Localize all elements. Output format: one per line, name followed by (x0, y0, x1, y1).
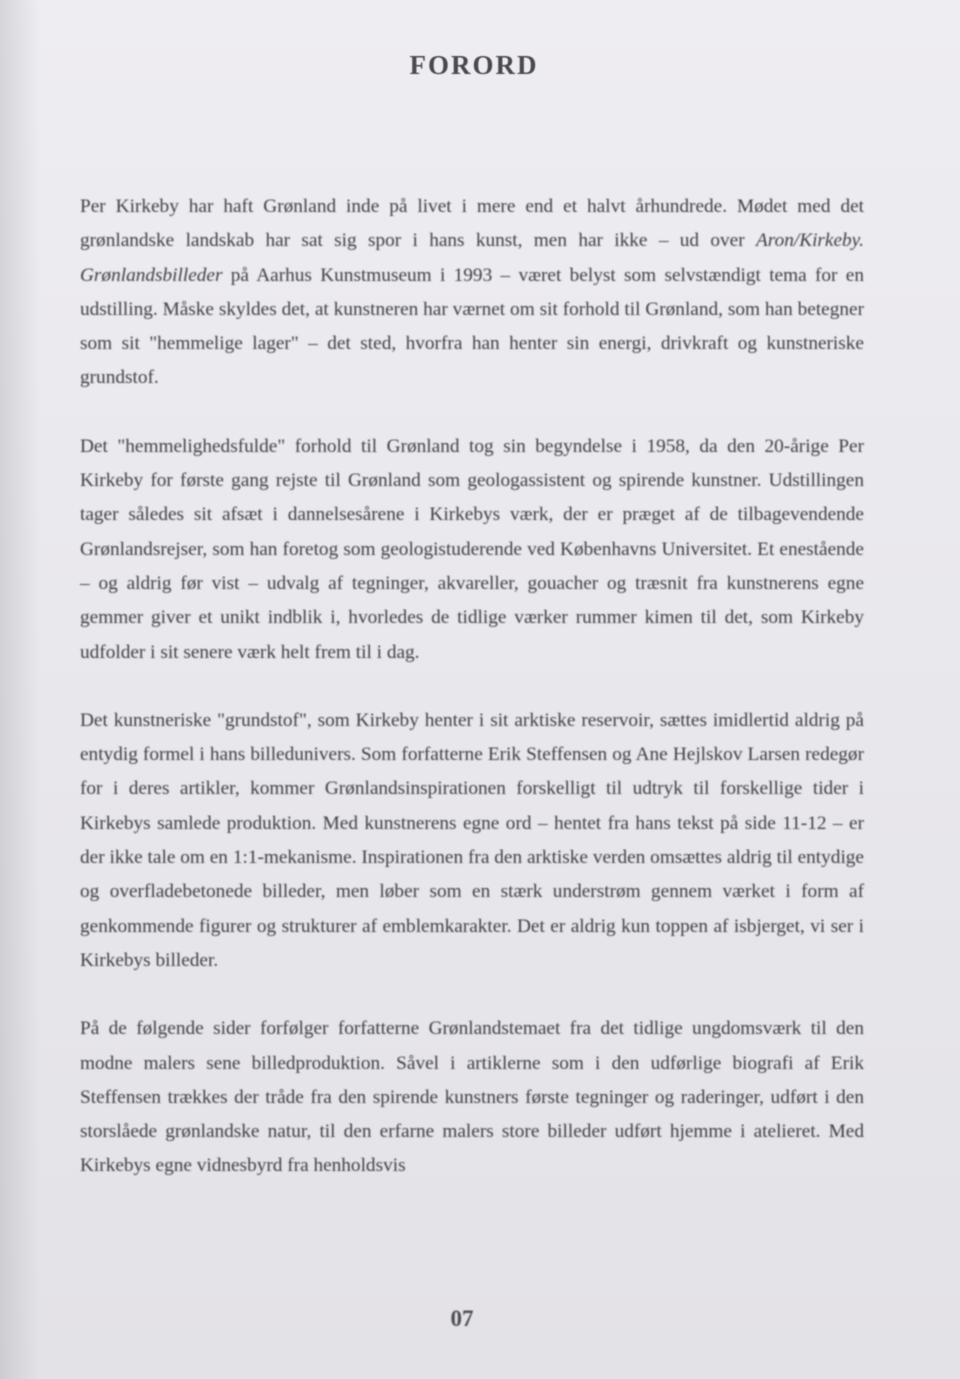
page-heading: FORORD (409, 50, 539, 80)
paragraph-3 (80, 704, 864, 978)
paragraph-2-text: Det "hemmelighedsfulde" forhold til Grønland tog sin begyndelse i 1958, da den 20-årige Per Kirkeby for første gang rejste til Grønland som geologassistent og spirende kunstner. Udstillingen tager således sit afsæt i dannelsesårene i Kirkebys værk, der er præget af de tilbagevendende Grønlandsrejser, som han foretog som geologistuderende ved Københavns Universitet. Et enestående – og aldrig før vist – udvalg af tegninger, akvareller, gouacher og træsnit fra kunstnerens egne gemmer giver et unikt indblik i, hvorledes de tidlige værker rummer kimen til det, som Kirkeby udfolder i sit senere værk helt frem til i dag. (80, 435, 864, 663)
page-number: 07 (450, 1306, 474, 1331)
page-gutter-shadow (0, 0, 40, 1379)
paragraph-1 (80, 190, 864, 396)
paragraph-1-rest: på Aarhus Kunstmuseum i 1993 – været belyst som selvstændigt tema for en udstilling. Måske skyldes det, at kunstneren har værnet om sit forhold til Grønland, som han betegner som sit "hemmelige lager" – det sted, hvorfra han henter sin energi, drivkraft og kunstneriske grundstof. (80, 264, 864, 389)
paragraph-3-text: Det kunstneriske "grundstof", som Kirkeby henter i sit arktiske reservoir, sættes imidlertid aldrig på entydig formel i hans billedunivers. Som forfatterne Erik Steffensen og Ane Hejlskov Larsen redegør for i deres artikler, kommer Grønlandsinspirationen forskelligt til udtryk til forskellige tider i Kirkebys samlede produktion. Med kunstnerens egne ord – hentet fra hans tekst på side 11-12 – er der ikke tale om en 1:1-mekanisme. Inspirationen fra den arktiske verden omsættes aldrig til entydige og overfladebetonede billeder, men løber som en stærk understrøm gennem værket i form af genkommende figurer og strukturer af emblemkarakter. Det er aldrig kun toppen af isbjerget, vi ser i Kirkebys billeder. (80, 709, 864, 971)
exhibition-title: Aron/Kirkeby. Grønlandsbilleder (80, 230, 864, 286)
paragraph-1-lead: Per Kirkeby har haft Grønland inde på livet i mere end et halvt århundrede. Mødet med det grønlandske landskab har sat sig spor i hans kunst, men har ikke – ud over (80, 196, 864, 252)
paragraph-4-text: På de følgende sider forfølger forfatterne Grønlandstemaet fra det tidlige ungdomsværk til den modne malers sene billedproduktion. Såvel i artiklerne som i den udførlige biografi af Erik Steffensen trækkes der tråde fra den spirende kunstners første tegninger og raderinger, udført i den storslåede grønlandske natur, til den erfarne malers store billeder udført hjemme i atelieret. Med Kirkebys egne vidnesbyrd fra henholdsvis (80, 1018, 864, 1177)
foreword-body (80, 190, 864, 1218)
paragraph-4 (80, 1012, 864, 1183)
paragraph-2 (80, 430, 864, 670)
